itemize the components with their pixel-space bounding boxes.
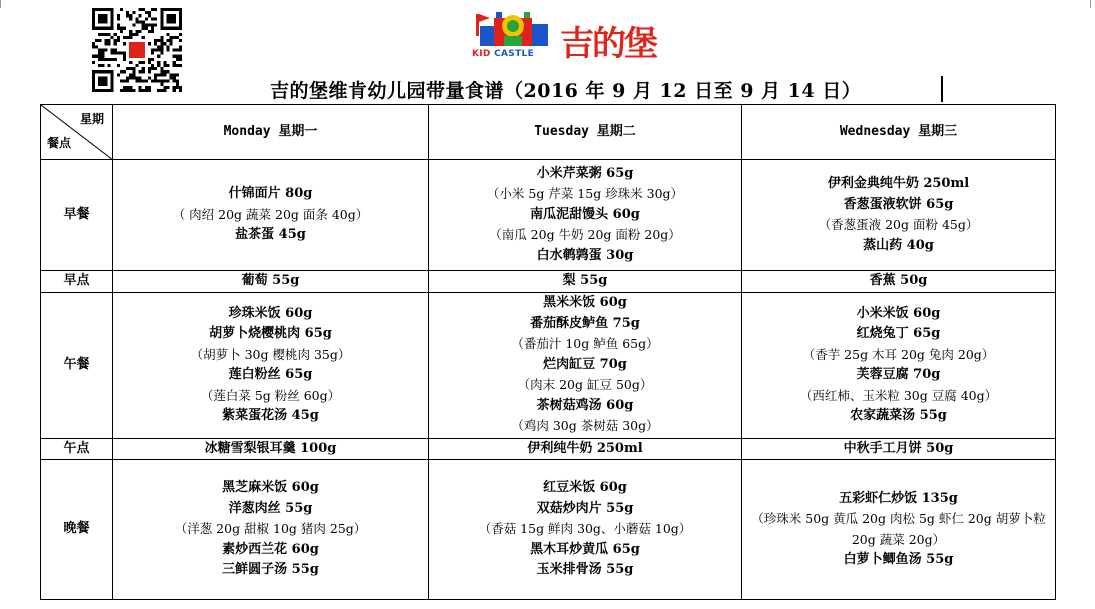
menu-cell-afternoon-snack-monday <box>113 438 429 460</box>
menu-cell-morning-snack-tuesday <box>429 271 742 293</box>
dish-item: 五彩虾仁炒饭 135g <box>839 490 958 506</box>
dish-item: 番茄酥皮鲈鱼 75g <box>530 315 640 331</box>
dish-item: 南瓜泥甜馒头 60g <box>530 206 640 222</box>
qr-code-image <box>92 8 182 92</box>
dish-item: 三鲜圆子汤 55g <box>222 562 319 578</box>
dish-item: 蒸山药 40g <box>863 237 934 253</box>
dish-item: 珍珠米饭 60g <box>228 305 313 321</box>
menu-cell-breakfast-tuesday <box>429 160 742 271</box>
page-corner-mark-left <box>0 0 1 8</box>
dish-ingredients: （番茄汁 10g 鲈鱼 65g） <box>511 336 659 352</box>
dish-item: 芙蓉豆腐 70g <box>856 367 941 382</box>
menu-cell-morning-snack-wednesday <box>742 271 1056 293</box>
dish-item: 冰糖雪梨银耳羹 100g <box>204 440 337 456</box>
dish-item: 莲白粉丝 65g <box>228 367 313 382</box>
dish-ingredients: （洋葱 20g 甜椒 10g 猪肉 25g） <box>174 521 367 537</box>
dish-item: 伊利金典纯牛奶 250ml <box>827 176 970 191</box>
logo-kid-text: KID <box>472 49 491 59</box>
menu-cell-morning-snack-monday <box>113 271 429 293</box>
logo-english-name <box>472 49 534 59</box>
meal-label-afternoon-snack: 午点 <box>41 438 113 460</box>
dish-item: 洋葱肉丝 55g <box>228 500 313 516</box>
kid-castle-logo <box>470 4 690 64</box>
dish-item: 紫菜蛋花汤 45g <box>222 408 319 423</box>
dish-item: 香葱蛋液软饼 65g <box>843 196 954 212</box>
meal-row-breakfast <box>41 160 1056 271</box>
meal-label-breakfast: 早餐 <box>41 160 113 271</box>
menu-cell-dinner-wednesday <box>742 460 1056 600</box>
corner-label-weekday: 星期 <box>79 112 104 126</box>
dish-ingredients: （南瓜 20g 牛奶 20g 面粉 20g） <box>489 227 681 243</box>
dish-item: 中秋手工月饼 50g <box>843 440 954 456</box>
dish-ingredients: （香菇 15g 鲜肉 30g、小蘑菇 10g） <box>478 521 692 537</box>
page-corner-mark-right <box>1090 0 1091 8</box>
dish-item: 小米芹菜粥 65g <box>536 165 634 181</box>
dish-item: 双菇炒肉片 55g <box>536 500 634 516</box>
dish-item: 白水鹌鹑蛋 30g <box>536 247 634 263</box>
meal-row-dinner <box>41 460 1056 600</box>
meal-label-lunch: 午餐 <box>41 292 113 438</box>
dish-ingredients: （鸡肉 30g 茶树菇 30g） <box>511 418 659 434</box>
meal-label-morning-snack: 早点 <box>41 271 113 293</box>
menu-cell-breakfast-monday <box>113 160 429 271</box>
dish-item: 农家蔬菜汤 55g <box>850 408 947 423</box>
meal-row-morning-snack <box>41 271 1056 293</box>
menu-cell-lunch-wednesday <box>742 292 1056 438</box>
menu-cell-afternoon-snack-tuesday <box>429 438 742 460</box>
meal-label-dinner: 晚餐 <box>41 460 113 600</box>
dish-item: 梨 55g <box>562 273 608 288</box>
menu-cell-lunch-tuesday <box>429 292 742 438</box>
table-corner-cell <box>41 105 113 160</box>
dish-ingredients: （ 肉绍 20g 蔬菜 20g 面条 40g） <box>172 206 369 222</box>
dish-ingredients: （香葱蛋液 20g 面粉 45g） <box>818 217 979 232</box>
dish-item: 白萝卜鲫鱼汤 55g <box>843 552 954 567</box>
dish-ingredients: （珍珠米 50g 黄瓜 20g 肉松 5g 虾仁 20g 胡萝卜粒 20g 蔬菜 20g） <box>751 511 1046 547</box>
dish-item: 伊利纯牛奶 250ml <box>527 440 643 456</box>
weekly-menu-table <box>40 104 1056 600</box>
dish-item: 黑木耳炒黄瓜 65g <box>530 541 640 557</box>
dish-item: 黑米米饭 60g <box>543 295 627 311</box>
dish-item: 烂肉缸豆 70g <box>543 356 627 372</box>
logo-castle-text: CASTLE <box>494 49 535 59</box>
day-header-wednesday: Wednesday 星期三 <box>742 105 1056 160</box>
dish-item: 黑芝麻米饭 60g <box>222 480 319 496</box>
dish-item: 素炒西兰花 60g <box>222 541 319 557</box>
dish-item: 什锦面片 80g <box>228 186 313 202</box>
dish-item: 葡萄 55g <box>241 273 300 288</box>
dish-item: 小米米饭 60g <box>856 305 941 321</box>
dish-item: 红烧兔丁 65g <box>856 326 941 341</box>
meal-row-afternoon-snack <box>41 438 1056 460</box>
menu-cell-dinner-monday <box>113 460 429 600</box>
menu-cell-lunch-monday <box>113 292 429 438</box>
day-header-monday: Monday 星期一 <box>113 105 429 160</box>
dish-ingredients: （西红柿、玉米粒 30g 豆腐 40g） <box>799 387 998 403</box>
menu-cell-dinner-tuesday <box>429 460 742 600</box>
menu-cell-breakfast-wednesday <box>742 160 1056 271</box>
table-header-row <box>41 105 1056 160</box>
logo-chinese-name: 吉的堡 <box>560 24 656 64</box>
corner-label-meal: 餐点 <box>47 135 72 150</box>
dish-ingredients: （小米 5g 芹菜 15g 珍珠米 30g） <box>486 186 684 202</box>
dish-ingredients: （胡萝卜 30g 樱桃肉 35g） <box>190 346 351 362</box>
dish-ingredients: （香芋 25g 木耳 20g 兔肉 20g） <box>802 346 995 362</box>
dish-item: 香蕉 50g <box>869 273 928 288</box>
dish-item: 红豆米饭 60g <box>543 480 627 496</box>
day-header-tuesday: Tuesday 星期二 <box>429 105 742 160</box>
dish-ingredients: （肉末 20g 缸豆 50g） <box>517 377 653 393</box>
dish-ingredients: （莲白菜 5g 粉丝 60g） <box>200 387 341 403</box>
text-cursor <box>941 76 943 102</box>
page-title: 吉的堡维肯幼儿园带量食谱（2016 年 9 月 12 日至 9 月 14 日） <box>270 80 862 102</box>
dish-item: 盐茶蛋 45g <box>235 227 306 243</box>
dish-item: 玉米排骨汤 55g <box>536 562 634 578</box>
meal-row-lunch <box>41 292 1056 438</box>
castle-icon <box>470 4 560 52</box>
dish-item: 茶树菇鸡汤 60g <box>536 397 634 413</box>
dish-item: 胡萝卜烧樱桃肉 65g <box>209 326 332 341</box>
menu-cell-afternoon-snack-wednesday <box>742 438 1056 460</box>
